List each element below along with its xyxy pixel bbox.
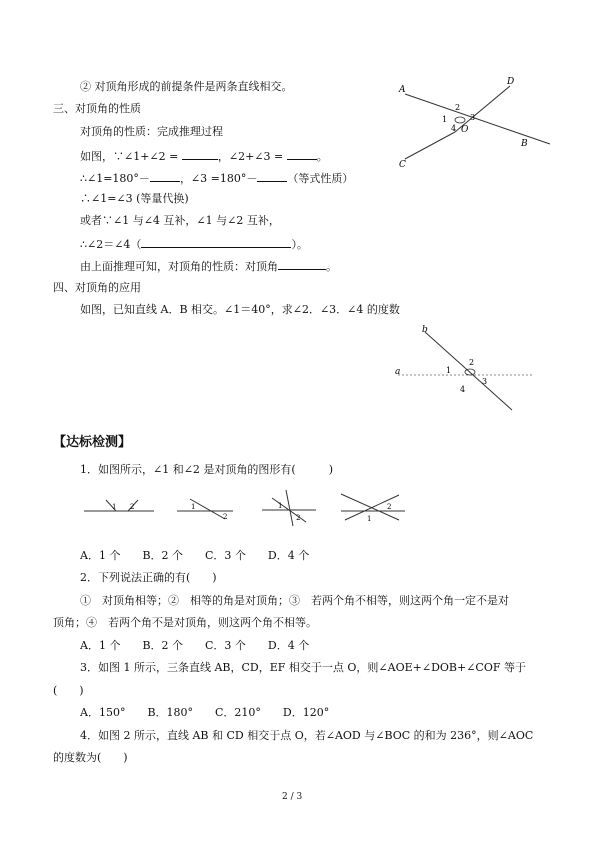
line-premise: ② 对顶角形成的前提条件是两条直线相交。 xyxy=(80,80,293,93)
line-reasoning-4: 或者∵∠1 与∠4 互补，∠1 与∠2 互补， xyxy=(80,214,280,227)
mini-angle-1: 1 xyxy=(278,502,283,510)
line-reasoning-5: ∴∠2＝∠4（ ）。 xyxy=(80,238,308,251)
section-4-heading: 四、对顶角的应用 xyxy=(53,281,141,294)
question-1-options: A．1 个 B．2 个 C．3 个 D．4 个 xyxy=(80,549,310,562)
angle-label-2: 2 xyxy=(469,358,475,367)
mini-figure-1 xyxy=(82,493,162,523)
mini-angle-2: 2 xyxy=(296,514,301,522)
angle-label-2: 2 xyxy=(455,103,461,112)
question-3-options: A．150° B．180° C．210° D．120° xyxy=(80,706,330,719)
angle-label-4: 4 xyxy=(451,124,457,133)
question-2-options: A．1 个 B．2 个 C．3 个 D．4 个 xyxy=(80,639,310,652)
angle-label-4: 4 xyxy=(460,385,466,394)
blank[interactable] xyxy=(182,148,218,160)
line-reasoning-1: 如图，∵∠1+∠2 = ，∠2+∠3 = 。 xyxy=(80,150,328,163)
page-number: 2 / 3 xyxy=(282,792,303,802)
question-2: 2．下列说法正确的有( ) xyxy=(80,571,217,584)
mini-angle-2: 2 xyxy=(130,503,135,511)
question-4-line-1: 4．如图 2 所示，直线 AB 和 CD 相交于点 O，若∠AOD 与∠BOC 的和为 236°，则∠AOC xyxy=(80,729,534,742)
mini-angle-2: 2 xyxy=(387,503,392,511)
mini-angle-1: 1 xyxy=(367,515,372,523)
question-2-line-2: 顶角；④ 若两个角不是对顶角，则这两个角不相等。 xyxy=(53,616,317,629)
label-C: C xyxy=(399,160,406,170)
label-A: A xyxy=(399,85,406,95)
section-3-heading: 三、对顶角的性质 xyxy=(53,102,141,115)
line-reasoning-2: ∴∠1=180°－ ，∠3 =180°－ （等式性质） xyxy=(80,172,354,185)
mini-angle-2: 2 xyxy=(223,513,228,521)
blank[interactable] xyxy=(257,170,287,182)
mini-figure-3 xyxy=(260,488,320,528)
mini-angle-1: 1 xyxy=(112,503,117,511)
angle-label-3: 3 xyxy=(470,113,476,122)
blank[interactable] xyxy=(287,148,317,160)
label-D: D xyxy=(507,77,515,87)
angle-label-3: 3 xyxy=(482,377,488,386)
label-B: B xyxy=(521,139,528,149)
figure-lines-a-b xyxy=(390,322,540,417)
mini-angle-1: 1 xyxy=(191,503,196,511)
line-application: 如图，已知直线 A．B 相交。∠1＝40°，求∠2．∠3．∠4 的度数 xyxy=(80,303,400,316)
angle-label-1: 1 xyxy=(442,115,448,124)
blank[interactable] xyxy=(278,258,326,270)
label-a: a xyxy=(395,367,401,377)
mini-figure-4 xyxy=(335,490,410,525)
question-3: 3．如图 1 所示，三条直线 AB，CD，EF 相交于一点 O，则∠AOE+∠DOB+∠COF 等于 xyxy=(80,661,526,674)
mini-figure-2 xyxy=(175,493,245,523)
label-b: b xyxy=(422,325,428,335)
question-4-line-2: 的度数为( ) xyxy=(53,751,128,764)
question-1: 1．如图所示，∠1 和∠2 是对顶角的图形有( ) xyxy=(80,463,334,476)
question-3-paren: ( ) xyxy=(53,684,84,697)
line-property-intro: 对顶角的性质：完成推理过程 xyxy=(80,125,223,138)
angle-label-1: 1 xyxy=(446,366,452,375)
check-heading: 【达标检测】 xyxy=(53,435,132,450)
question-2-line-1: ① 对顶角相等；② 相等的角是对顶角；③ 若两个角不相等，则这两个角一定不是对 xyxy=(80,594,509,607)
blank[interactable] xyxy=(150,170,180,182)
figure-intersecting-lines-abcd xyxy=(395,74,565,169)
line-reasoning-3: ∴∠1=∠3 (等量代换) xyxy=(80,192,189,205)
line-conclusion: 由上面推理可知，对顶角的性质：对顶角 。 xyxy=(80,260,337,273)
label-O: O xyxy=(461,125,469,135)
blank[interactable] xyxy=(141,236,291,248)
